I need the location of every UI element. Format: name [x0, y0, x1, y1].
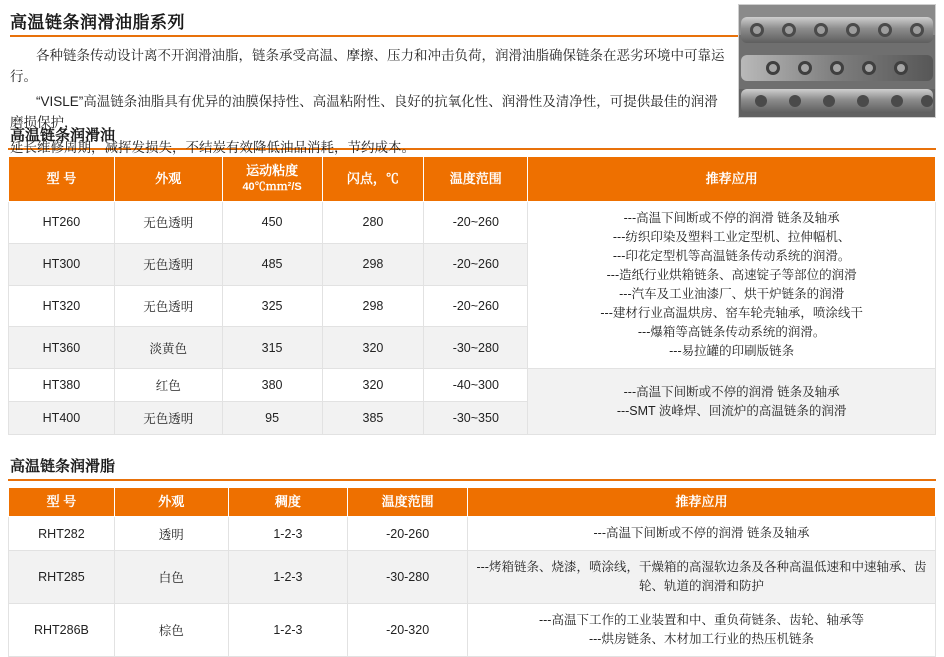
cell-applications-group-1 — [528, 202, 936, 369]
cell-appearance: 白色 — [114, 551, 228, 604]
document-header — [0, 0, 944, 155]
cell-temp-range: -20~260 — [424, 243, 528, 285]
col-applications: 推荐应用 — [528, 157, 936, 202]
cell-temp-range: -30-280 — [348, 551, 468, 604]
cell-appearance: 无色透明 — [114, 402, 222, 435]
application-line: ---易拉罐的印刷版链条 — [669, 344, 795, 358]
application-line: ---高温下间断或不停的润滑 链条及轴承 — [623, 384, 840, 399]
application-line: ---高温下间断或不停的润滑 链条及轴承 — [593, 526, 810, 540]
cell-model: HT400 — [9, 402, 115, 435]
cell-viscosity: 380 — [222, 369, 322, 402]
title-divider — [10, 35, 740, 37]
intro-paragraph-1: 各种链条传动设计离不开润滑油脂，链条承受高温、摩擦、压力和冲击负荷，润滑油脂确保链条在恶劣环境中可靠运行。 — [10, 48, 725, 84]
cell-temp-range: -40~300 — [424, 369, 528, 402]
application-line: ---烘房链条、木材加工行业的热压机链条 — [588, 632, 814, 646]
cell-temp-range: -20-260 — [348, 517, 468, 551]
cell-viscosity: 485 — [222, 243, 322, 285]
cell-appearance: 无色透明 — [114, 243, 222, 285]
col-consistency: 稠度 — [228, 488, 348, 517]
cell-viscosity: 315 — [222, 327, 322, 369]
table-chain-oil — [8, 156, 936, 435]
application-line: ---汽车及工业油漆厂、烘干炉链条的润滑 — [619, 287, 845, 301]
cell-temp-range: -20-320 — [348, 604, 468, 657]
application-line: ---建材行业高温烘房、窑车轮壳轴承，喷涂线干 — [600, 306, 863, 320]
cell-temp-range: -30~280 — [424, 327, 528, 369]
cell-temp-range: -20~260 — [424, 202, 528, 244]
col-flash-point: 闪点，℃ — [322, 157, 424, 202]
cell-flash-point: 280 — [322, 202, 424, 244]
intro-paragraph-2: “VISLE”高温链条油脂具有优异的油膜保持性、高温粘附性、良好的抗氧化性、润滑性及清净性，可提供最佳的润滑磨损保护， — [10, 94, 718, 130]
cell-appearance: 透明 — [114, 517, 228, 551]
cell-flash-point: 385 — [322, 402, 424, 435]
table-row — [9, 369, 936, 402]
table-row — [9, 517, 936, 551]
cell-application — [467, 517, 935, 551]
cell-appearance: 红色 — [114, 369, 222, 402]
cell-temp-range: -20~260 — [424, 285, 528, 327]
cell-consistency: 1-2-3 — [228, 604, 348, 657]
application-line: 轮、轨道的润滑和防护 — [638, 579, 764, 593]
col-viscosity-unit: 40℃ｍｍ²/S — [242, 181, 302, 193]
cell-model: RHT285 — [9, 551, 115, 604]
cell-model: HT320 — [9, 285, 115, 327]
section-high-temp-chain-oil — [0, 124, 944, 435]
cell-model: HT300 — [9, 243, 115, 285]
cell-application — [467, 604, 935, 657]
page-title: 高温链条润滑油脂系列 — [10, 13, 185, 32]
table-row — [9, 551, 936, 604]
section-high-temp-chain-grease — [0, 455, 944, 657]
col-temp-range: 温度范围 — [348, 488, 468, 517]
cell-model: HT260 — [9, 202, 115, 244]
application-line: ---高温下工作的工业装置和中、重负荷链条、齿轮、轴承等 — [538, 613, 864, 627]
cell-consistency: 1-2-3 — [228, 517, 348, 551]
cell-flash-point: 320 — [322, 369, 424, 402]
application-line: ---爆箱等高链条传动系统的润滑。 — [637, 325, 826, 339]
col-temp-range: 温度范围 — [424, 157, 528, 202]
cell-applications-group-2 — [528, 369, 936, 435]
cell-appearance: 无色透明 — [114, 202, 222, 244]
application-line: ---造纸行业烘箱链条、高速锭子等部位的润滑 — [606, 268, 857, 282]
col-model: 型 号 — [9, 488, 115, 517]
cell-flash-point: 320 — [322, 327, 424, 369]
cell-model: HT360 — [9, 327, 115, 369]
table-row — [9, 604, 936, 657]
application-line: ---高温下间断或不停的润滑 链条及轴承 — [623, 211, 840, 225]
application-line: ---纺织印染及塑料工业定型机、拉伸幅机、 — [612, 230, 851, 244]
section-grease-divider — [8, 479, 936, 481]
col-model: 型 号 — [9, 157, 115, 202]
col-appearance: 外观 — [114, 157, 222, 202]
cell-model: HT380 — [9, 369, 115, 402]
section-grease-title: 高温链条润滑脂 — [10, 458, 116, 475]
cell-flash-point: 298 — [322, 243, 424, 285]
application-line: ---印花定型机等高温链条传动系统的润滑。 — [612, 249, 851, 263]
cell-application — [467, 551, 935, 604]
cell-viscosity: 450 — [222, 202, 322, 244]
cell-appearance: 淡黄色 — [114, 327, 222, 369]
col-appearance: 外观 — [114, 488, 228, 517]
cell-viscosity: 325 — [222, 285, 322, 327]
section-spacer — [0, 435, 944, 449]
cell-temp-range: -30~350 — [424, 402, 528, 435]
table-header-row — [9, 488, 936, 517]
cell-flash-point: 298 — [322, 285, 424, 327]
col-applications: 推荐应用 — [467, 488, 935, 517]
cell-model: RHT286B — [9, 604, 115, 657]
cell-model: RHT282 — [9, 517, 115, 551]
application-line: ---烤箱链条、烧漆，喷涂线，干燥箱的高湿软边条及各种高温低速和中速轴承、齿 — [476, 560, 927, 574]
section-oil-title: 高温链条润滑油 — [10, 127, 116, 144]
cell-appearance: 棕色 — [114, 604, 228, 657]
col-viscosity — [222, 157, 322, 202]
cell-appearance: 无色透明 — [114, 285, 222, 327]
intro-paragraph-3: 延长维修周期，减挥发损失，不结炭有效降低油品消耗，节约成本。 — [10, 140, 415, 155]
table-header-row — [9, 157, 936, 202]
application-line: ---SMT 波峰焊、回流炉的高温链条的润滑 — [616, 403, 847, 418]
product-photo — [738, 4, 936, 118]
col-viscosity-label: 运动粘度 — [246, 163, 299, 178]
chain-illustration — [739, 5, 935, 117]
table-chain-grease — [8, 487, 936, 657]
cell-consistency: 1-2-3 — [228, 551, 348, 604]
table-row — [9, 202, 936, 244]
cell-viscosity: 95 — [222, 402, 322, 435]
